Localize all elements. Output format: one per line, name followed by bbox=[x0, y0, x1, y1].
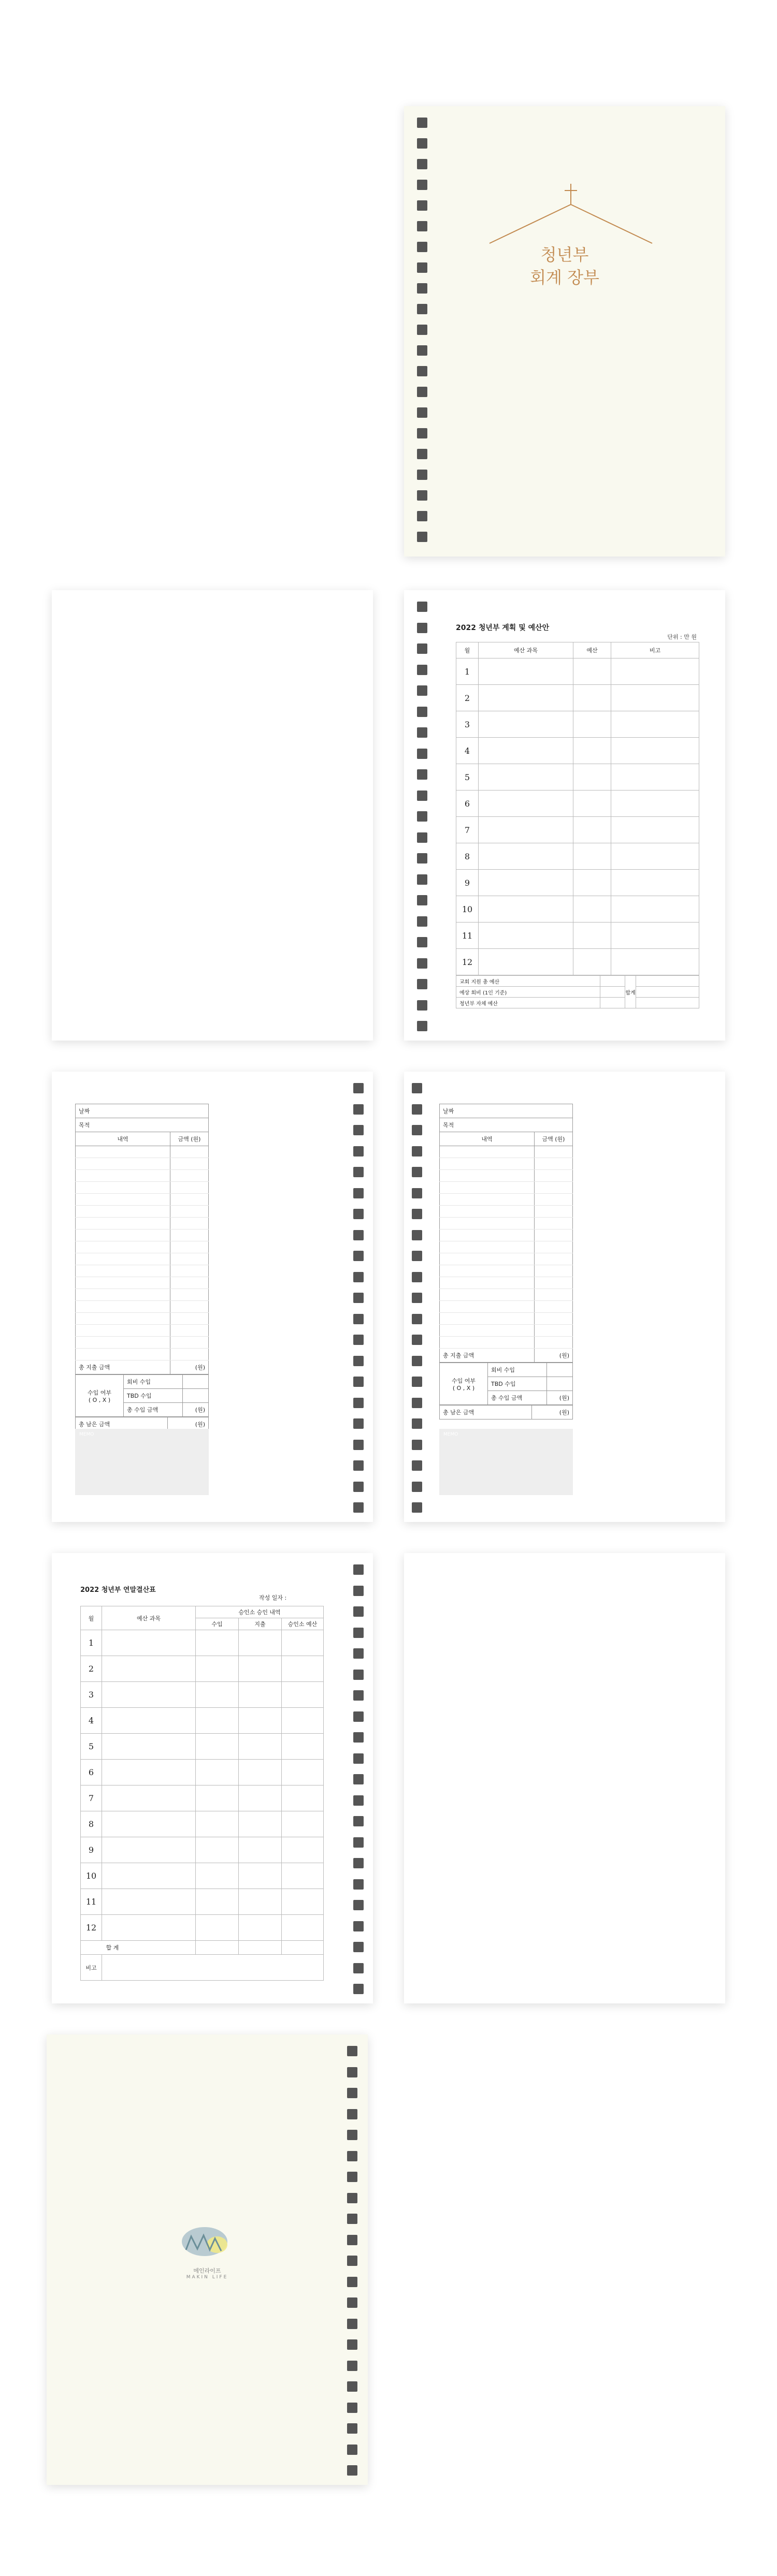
spend-cell[interactable] bbox=[239, 1656, 282, 1682]
header-balance: 승인소 예산 bbox=[282, 1618, 324, 1630]
spend-cell[interactable] bbox=[239, 1889, 282, 1915]
spend-cell[interactable] bbox=[239, 1630, 282, 1656]
spiral-binding bbox=[353, 1083, 364, 1513]
detail-cell[interactable] bbox=[76, 1349, 170, 1360]
footer-value[interactable] bbox=[600, 987, 625, 998]
balance-cell[interactable] bbox=[282, 1630, 324, 1656]
total-income-label: 총 수입 금액 bbox=[488, 1391, 547, 1405]
balance-cell[interactable] bbox=[282, 1682, 324, 1708]
note-cell[interactable] bbox=[611, 870, 699, 896]
ledger-form bbox=[75, 1104, 209, 1431]
income-cell[interactable] bbox=[196, 1785, 239, 1811]
budget-plan-page bbox=[404, 590, 725, 1041]
detail-cell[interactable] bbox=[76, 1325, 170, 1337]
total-spend-label: 총 지출 금액 bbox=[440, 1349, 535, 1363]
income-fee-label: 회비 수입 bbox=[124, 1375, 183, 1389]
memo-label: MEMO bbox=[443, 1432, 458, 1437]
amount-cell[interactable] bbox=[170, 1170, 209, 1182]
detail-cell[interactable] bbox=[76, 1230, 170, 1241]
income-tbd-label: TBD 수입 bbox=[488, 1377, 547, 1391]
footer-church-support: 교회 지원 총 예산 bbox=[456, 976, 600, 987]
settlement-title: 2022 청년부 연말결산표 bbox=[80, 1586, 156, 1594]
cover-title-line2: 회계 장부 bbox=[530, 268, 599, 287]
won-label: (원) bbox=[546, 1391, 572, 1405]
income-cell[interactable] bbox=[196, 1760, 239, 1785]
settlement-page bbox=[52, 1553, 373, 2003]
balance-cell[interactable] bbox=[282, 1863, 324, 1889]
subject-cell[interactable] bbox=[479, 738, 573, 764]
budget-cell[interactable] bbox=[573, 764, 611, 791]
month-cell: 6 bbox=[456, 791, 479, 817]
detail-cell[interactable] bbox=[440, 1230, 535, 1241]
amount-cell[interactable] bbox=[546, 1377, 572, 1391]
detail-cell[interactable] bbox=[440, 1277, 535, 1289]
table-row bbox=[456, 817, 699, 843]
detail-cell[interactable] bbox=[440, 1194, 535, 1206]
spiral-binding bbox=[417, 602, 427, 1031]
won-label: (원) bbox=[532, 1406, 573, 1419]
settlement-date-label: 작성 일자 : bbox=[259, 1594, 287, 1601]
remaining-label: 총 남은 금액 bbox=[440, 1406, 532, 1419]
table-row bbox=[81, 1915, 324, 1941]
detail-cell[interactable] bbox=[76, 1241, 170, 1253]
header-spend: 지출 bbox=[239, 1618, 282, 1630]
budget-cell[interactable] bbox=[573, 685, 611, 711]
table-row bbox=[456, 685, 699, 711]
month-cell: 6 bbox=[81, 1760, 102, 1785]
month-cell: 9 bbox=[81, 1837, 102, 1863]
ledger-page-right bbox=[404, 1072, 725, 1522]
spend-cell[interactable] bbox=[239, 1785, 282, 1811]
header-income: 수입 bbox=[196, 1618, 239, 1630]
detail-cell[interactable] bbox=[440, 1182, 535, 1194]
month-cell: 5 bbox=[81, 1734, 102, 1760]
table-row bbox=[81, 1785, 324, 1811]
month-cell: 5 bbox=[456, 764, 479, 791]
subject-cell[interactable] bbox=[102, 1915, 196, 1941]
note-cell[interactable] bbox=[611, 949, 699, 975]
footer-total-value[interactable] bbox=[636, 998, 699, 1008]
amount-cell[interactable] bbox=[170, 1253, 209, 1265]
amount-cell[interactable] bbox=[170, 1230, 209, 1241]
detail-cell[interactable] bbox=[440, 1170, 535, 1182]
table-row bbox=[456, 738, 699, 764]
won-label: (원) bbox=[168, 1417, 209, 1431]
spend-cell[interactable] bbox=[239, 1863, 282, 1889]
income-cell[interactable] bbox=[196, 1708, 239, 1734]
header-note: 비고 bbox=[611, 642, 699, 658]
footer-value[interactable] bbox=[600, 998, 625, 1008]
budget-cell[interactable] bbox=[573, 843, 611, 870]
detail-cell[interactable] bbox=[440, 1265, 535, 1277]
note-row bbox=[81, 1955, 324, 1981]
amount-cell[interactable] bbox=[535, 1194, 573, 1206]
table-row bbox=[456, 764, 699, 791]
note-cell[interactable] bbox=[102, 1955, 324, 1981]
detail-header: 내역 bbox=[440, 1132, 535, 1146]
income-check-options: ( O , X ) bbox=[88, 1396, 111, 1403]
amount-cell[interactable] bbox=[535, 1277, 573, 1289]
spend-cell[interactable] bbox=[239, 1837, 282, 1863]
brand-english: MAKIN LIFE bbox=[186, 2275, 228, 2280]
month-cell: 1 bbox=[456, 658, 479, 685]
detail-cell[interactable] bbox=[440, 1337, 535, 1349]
amount-cell[interactable] bbox=[535, 1230, 573, 1241]
detail-cell[interactable] bbox=[76, 1170, 170, 1182]
balance-cell[interactable] bbox=[282, 1837, 324, 1863]
memo-box[interactable] bbox=[75, 1429, 209, 1495]
subject-cell[interactable] bbox=[102, 1630, 196, 1656]
month-cell: 1 bbox=[81, 1630, 102, 1656]
memo-label: MEMO bbox=[79, 1432, 94, 1437]
note-cell[interactable] bbox=[611, 738, 699, 764]
amount-cell[interactable] bbox=[535, 1218, 573, 1230]
subject-cell[interactable] bbox=[102, 1785, 196, 1811]
budget-cell[interactable] bbox=[573, 896, 611, 923]
purpose-label: 목적 bbox=[76, 1118, 209, 1132]
balance-cell[interactable] bbox=[282, 1760, 324, 1785]
amount-cell[interactable] bbox=[535, 1146, 573, 1158]
subject-cell[interactable] bbox=[479, 949, 573, 975]
table-row bbox=[81, 1630, 324, 1656]
won-label: (원) bbox=[535, 1349, 573, 1363]
note-cell[interactable] bbox=[611, 817, 699, 843]
amount-cell[interactable] bbox=[535, 1158, 573, 1170]
subject-cell[interactable] bbox=[479, 764, 573, 791]
month-cell: 2 bbox=[456, 685, 479, 711]
budget-title: 2022 청년부 계획 및 예산안 bbox=[456, 624, 550, 632]
note-cell[interactable] bbox=[611, 791, 699, 817]
table-row bbox=[81, 1889, 324, 1915]
amount-cell[interactable] bbox=[170, 1265, 209, 1277]
income-cell[interactable] bbox=[196, 1630, 239, 1656]
blank-page-right bbox=[404, 1553, 725, 2003]
budget-cell[interactable] bbox=[573, 791, 611, 817]
spend-cell[interactable] bbox=[239, 1734, 282, 1760]
budget-cell[interactable] bbox=[573, 711, 611, 738]
amount-cell[interactable] bbox=[170, 1313, 209, 1325]
income-cell[interactable] bbox=[196, 1811, 239, 1837]
detail-cell[interactable] bbox=[440, 1218, 535, 1230]
spiral-binding bbox=[353, 1564, 364, 1994]
balance-cell[interactable] bbox=[282, 1889, 324, 1915]
amount-cell[interactable] bbox=[170, 1218, 209, 1230]
detail-cell[interactable] bbox=[440, 1253, 535, 1265]
spend-cell[interactable] bbox=[239, 1915, 282, 1941]
settlement-table bbox=[80, 1606, 324, 1981]
cover-title bbox=[404, 243, 725, 289]
brand-korean: 메인라이프 bbox=[193, 2267, 221, 2274]
amount-cell[interactable] bbox=[170, 1337, 209, 1349]
table-row bbox=[456, 843, 699, 870]
amount-header: 금액 (원) bbox=[170, 1132, 209, 1146]
total-income-label: 총 수입 금액 bbox=[124, 1403, 183, 1417]
subject-cell[interactable] bbox=[102, 1734, 196, 1760]
income-cell[interactable] bbox=[196, 1837, 239, 1863]
note-cell[interactable] bbox=[611, 896, 699, 923]
header-budget: 예산 bbox=[573, 642, 611, 658]
detail-cell[interactable] bbox=[440, 1289, 535, 1301]
balance-cell[interactable] bbox=[282, 1785, 324, 1811]
total-row bbox=[81, 1941, 324, 1955]
detail-cell[interactable] bbox=[76, 1337, 170, 1349]
balance-cell[interactable] bbox=[282, 1941, 324, 1955]
month-cell: 10 bbox=[81, 1863, 102, 1889]
detail-cell[interactable] bbox=[76, 1206, 170, 1218]
amount-cell[interactable] bbox=[546, 1363, 572, 1377]
remaining-label: 총 남은 금액 bbox=[76, 1417, 168, 1431]
balance-cell[interactable] bbox=[282, 1811, 324, 1837]
cover-page bbox=[404, 106, 725, 557]
month-cell: 2 bbox=[81, 1656, 102, 1682]
income-cell[interactable] bbox=[196, 1941, 239, 1955]
income-cell[interactable] bbox=[196, 1682, 239, 1708]
income-check-label: 수입 여부 bbox=[451, 1377, 476, 1384]
footer-total-label: 합계 bbox=[625, 976, 636, 1008]
ledger-page-left bbox=[52, 1072, 373, 1522]
won-label: (원) bbox=[182, 1403, 208, 1417]
detail-cell[interactable] bbox=[76, 1158, 170, 1170]
footer-youth-budget: 청년부 자체 예산 bbox=[456, 998, 600, 1008]
header-month: 월 bbox=[456, 642, 479, 658]
table-row bbox=[456, 923, 699, 949]
budget-table-wrap bbox=[456, 642, 699, 1008]
settlement-table-wrap bbox=[80, 1606, 324, 1981]
note-label: 비고 bbox=[81, 1955, 102, 1981]
note-cell[interactable] bbox=[611, 923, 699, 949]
detail-cell[interactable] bbox=[440, 1313, 535, 1325]
month-cell: 8 bbox=[456, 843, 479, 870]
income-check-cell bbox=[76, 1375, 124, 1417]
table-row bbox=[81, 1760, 324, 1785]
amount-cell[interactable] bbox=[535, 1301, 573, 1313]
spend-cell[interactable] bbox=[239, 1811, 282, 1837]
detail-cell[interactable] bbox=[440, 1325, 535, 1337]
table-row bbox=[456, 658, 699, 685]
subject-cell[interactable] bbox=[102, 1682, 196, 1708]
detail-cell[interactable] bbox=[76, 1277, 170, 1289]
header-subject: 예산 과목 bbox=[102, 1606, 196, 1630]
detail-cell[interactable] bbox=[440, 1158, 535, 1170]
month-cell: 4 bbox=[456, 738, 479, 764]
income-cell[interactable] bbox=[196, 1656, 239, 1682]
subject-cell[interactable] bbox=[479, 658, 573, 685]
subject-cell[interactable] bbox=[479, 791, 573, 817]
amount-cell[interactable] bbox=[535, 1170, 573, 1182]
total-spend-label: 총 지출 금액 bbox=[76, 1360, 170, 1374]
table-row bbox=[456, 870, 699, 896]
spend-cell[interactable] bbox=[239, 1760, 282, 1785]
note-cell[interactable] bbox=[611, 685, 699, 711]
balance-cell[interactable] bbox=[282, 1734, 324, 1760]
brand-logo-icon bbox=[179, 2221, 236, 2262]
budget-unit: 단위 : 만 원 bbox=[667, 634, 697, 640]
amount-cell[interactable] bbox=[170, 1206, 209, 1218]
income-cell[interactable] bbox=[196, 1863, 239, 1889]
month-cell: 3 bbox=[81, 1682, 102, 1708]
detail-header: 내역 bbox=[76, 1132, 170, 1146]
amount-cell[interactable] bbox=[535, 1313, 573, 1325]
subject-cell[interactable] bbox=[479, 896, 573, 923]
subject-cell[interactable] bbox=[102, 1811, 196, 1837]
subject-cell[interactable] bbox=[102, 1760, 196, 1785]
won-label: (원) bbox=[170, 1360, 209, 1374]
memo-box[interactable] bbox=[439, 1429, 573, 1495]
detail-cell[interactable] bbox=[76, 1313, 170, 1325]
subject-cell[interactable] bbox=[479, 711, 573, 738]
note-cell[interactable] bbox=[611, 764, 699, 791]
detail-cell[interactable] bbox=[76, 1265, 170, 1277]
detail-cell[interactable] bbox=[76, 1218, 170, 1230]
subject-cell[interactable] bbox=[479, 817, 573, 843]
detail-cell[interactable] bbox=[440, 1206, 535, 1218]
footer-total-value[interactable] bbox=[636, 987, 699, 998]
month-cell: 7 bbox=[81, 1785, 102, 1811]
amount-cell[interactable] bbox=[535, 1325, 573, 1337]
income-cell[interactable] bbox=[196, 1734, 239, 1760]
subject-cell[interactable] bbox=[102, 1863, 196, 1889]
footer-expected-fee: 예상 회비 (1인 기준) bbox=[456, 987, 600, 998]
amount-cell[interactable] bbox=[535, 1289, 573, 1301]
amount-cell[interactable] bbox=[170, 1325, 209, 1337]
detail-cell[interactable] bbox=[76, 1182, 170, 1194]
balance-cell[interactable] bbox=[282, 1708, 324, 1734]
detail-cell[interactable] bbox=[76, 1301, 170, 1313]
subject-cell[interactable] bbox=[479, 923, 573, 949]
footer-value[interactable] bbox=[600, 976, 625, 987]
table-row bbox=[456, 711, 699, 738]
amount-cell[interactable] bbox=[535, 1206, 573, 1218]
detail-cell[interactable] bbox=[76, 1253, 170, 1265]
detail-cell[interactable] bbox=[440, 1241, 535, 1253]
amount-cell[interactable] bbox=[170, 1349, 209, 1360]
date-label: 날짜 bbox=[76, 1104, 209, 1118]
detail-cell[interactable] bbox=[440, 1146, 535, 1158]
blank-page-left bbox=[52, 590, 373, 1041]
ledger-form bbox=[439, 1104, 573, 1419]
detail-cell[interactable] bbox=[76, 1289, 170, 1301]
income-cell[interactable] bbox=[196, 1915, 239, 1941]
month-cell: 10 bbox=[456, 896, 479, 923]
amount-cell[interactable] bbox=[535, 1253, 573, 1265]
amount-cell[interactable] bbox=[535, 1182, 573, 1194]
cover-title-line1: 청년부 bbox=[540, 245, 589, 265]
back-cover-page bbox=[47, 2035, 368, 2485]
subject-cell[interactable] bbox=[102, 1889, 196, 1915]
budget-table bbox=[456, 642, 699, 975]
spend-cell[interactable] bbox=[239, 1941, 282, 1955]
header-month: 월 bbox=[81, 1606, 102, 1630]
income-fee-label: 회비 수입 bbox=[488, 1363, 547, 1377]
month-cell: 8 bbox=[81, 1811, 102, 1837]
amount-header: 금액 (원) bbox=[535, 1132, 573, 1146]
amount-cell[interactable] bbox=[182, 1375, 208, 1389]
subject-cell[interactable] bbox=[102, 1656, 196, 1682]
budget-cell[interactable] bbox=[573, 738, 611, 764]
detail-cell[interactable] bbox=[440, 1301, 535, 1313]
subject-cell[interactable] bbox=[102, 1708, 196, 1734]
note-cell[interactable] bbox=[611, 711, 699, 738]
amount-cell[interactable] bbox=[535, 1265, 573, 1277]
spend-cell[interactable] bbox=[239, 1708, 282, 1734]
budget-cell[interactable] bbox=[573, 817, 611, 843]
amount-cell[interactable] bbox=[170, 1182, 209, 1194]
subject-cell[interactable] bbox=[102, 1837, 196, 1863]
income-cell[interactable] bbox=[196, 1889, 239, 1915]
total-label: 합 계 bbox=[81, 1941, 196, 1955]
amount-cell[interactable] bbox=[535, 1337, 573, 1349]
spend-cell[interactable] bbox=[239, 1682, 282, 1708]
detail-cell[interactable] bbox=[76, 1194, 170, 1206]
month-cell: 7 bbox=[456, 817, 479, 843]
amount-cell[interactable] bbox=[182, 1389, 208, 1403]
income-check-options: ( O , X ) bbox=[452, 1384, 475, 1392]
income-tbd-label: TBD 수입 bbox=[124, 1389, 183, 1403]
table-row bbox=[456, 949, 699, 975]
table-row bbox=[81, 1734, 324, 1760]
budget-cell[interactable] bbox=[573, 870, 611, 896]
note-cell[interactable] bbox=[611, 658, 699, 685]
amount-cell[interactable] bbox=[170, 1146, 209, 1158]
purpose-label: 목적 bbox=[440, 1118, 573, 1132]
amount-cell[interactable] bbox=[170, 1301, 209, 1313]
table-row bbox=[456, 791, 699, 817]
footer-total-value[interactable] bbox=[636, 976, 699, 987]
subject-cell[interactable] bbox=[479, 870, 573, 896]
table-row bbox=[81, 1811, 324, 1837]
month-cell: 12 bbox=[81, 1915, 102, 1941]
amount-cell[interactable] bbox=[170, 1241, 209, 1253]
table-row bbox=[81, 1656, 324, 1682]
balance-cell[interactable] bbox=[282, 1656, 324, 1682]
table-row bbox=[81, 1863, 324, 1889]
table-row bbox=[81, 1708, 324, 1734]
table-row bbox=[456, 896, 699, 923]
amount-cell[interactable] bbox=[170, 1158, 209, 1170]
budget-cell[interactable] bbox=[573, 923, 611, 949]
month-cell: 11 bbox=[81, 1889, 102, 1915]
subject-cell[interactable] bbox=[479, 685, 573, 711]
spiral-binding bbox=[412, 1083, 422, 1513]
amount-cell[interactable] bbox=[170, 1194, 209, 1206]
header-group: 승인소 승인 내역 bbox=[196, 1606, 324, 1618]
month-cell: 9 bbox=[456, 870, 479, 896]
amount-cell[interactable] bbox=[170, 1289, 209, 1301]
budget-cell[interactable] bbox=[573, 658, 611, 685]
budget-cell[interactable] bbox=[573, 949, 611, 975]
income-check-label: 수입 여부 bbox=[87, 1389, 111, 1396]
note-cell[interactable] bbox=[611, 843, 699, 870]
spiral-binding bbox=[347, 2046, 357, 2476]
budget-footer bbox=[456, 975, 699, 1008]
table-row bbox=[81, 1837, 324, 1863]
month-cell: 11 bbox=[456, 923, 479, 949]
income-check-cell bbox=[440, 1363, 488, 1405]
detail-cell[interactable] bbox=[76, 1146, 170, 1158]
amount-cell[interactable] bbox=[170, 1277, 209, 1289]
table-row bbox=[81, 1682, 324, 1708]
balance-cell[interactable] bbox=[282, 1915, 324, 1941]
header-subject: 예산 과목 bbox=[479, 642, 573, 658]
subject-cell[interactable] bbox=[479, 843, 573, 870]
amount-cell[interactable] bbox=[535, 1241, 573, 1253]
month-cell: 3 bbox=[456, 711, 479, 738]
month-cell: 4 bbox=[81, 1708, 102, 1734]
month-cell: 12 bbox=[456, 949, 479, 975]
date-label: 날짜 bbox=[440, 1104, 573, 1118]
